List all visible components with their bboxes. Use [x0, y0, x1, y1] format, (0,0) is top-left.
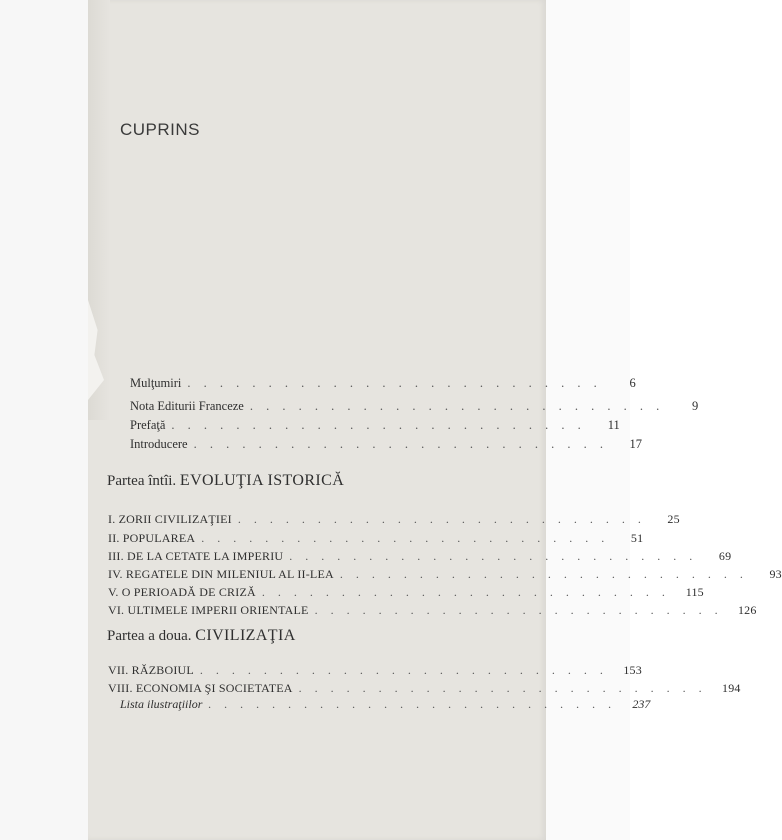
- toc-entry-label: Mulţumiri: [130, 376, 182, 390]
- dot-leader: . . . . . . . . . . . . . . . . . . . . . . . . . .: [298, 681, 707, 695]
- dot-leader: . . . . . . . . . . . . . . . . . . . . . . . . . .: [249, 399, 665, 413]
- part-heading-2: [107, 627, 296, 645]
- toc-sub-entry-page: 237: [632, 697, 651, 711]
- toc-chapter-page: 25: [667, 512, 680, 526]
- toc-entry-introducere: [130, 437, 642, 452]
- part-heading-1: [107, 472, 344, 490]
- dot-leader: . . . . . . . . . . . . . . . . . . . . . . . . . .: [208, 697, 617, 711]
- toc-chapter-7: [108, 663, 642, 678]
- dot-leader: . . . . . . . . . . . . . . . . . . . . . . . . . .: [261, 585, 670, 599]
- toc-entry-nota: [130, 399, 699, 414]
- toc-chapter-page: 126: [737, 603, 757, 617]
- dot-leader: . . . . . . . . . . . . . . . . . . . . . . . . . .: [193, 437, 608, 451]
- toc-chapter-8: [108, 681, 741, 696]
- dot-leader: . . . . . . . . . . . . . . . . . . . . . . . . . .: [171, 418, 586, 432]
- part-prefix: Partea a doua.: [107, 628, 192, 644]
- dot-leader: . . . . . . . . . . . . . . . . . . . . . . . . . .: [199, 663, 608, 677]
- toc-chapter-4: [108, 567, 782, 582]
- toc-sub-entry-lista: [120, 697, 651, 712]
- toc-chapter-label: VI. ULTIMELE IMPERII ORIENTALE: [108, 603, 309, 617]
- background-left: [0, 0, 92, 840]
- toc-entry-page: 6: [629, 376, 636, 390]
- toc-entry-label: Introducere: [130, 437, 188, 451]
- toc-chapter-page: 69: [718, 549, 732, 563]
- toc-sub-entry-label: Lista ilustraţiilor: [120, 697, 203, 711]
- toc-chapter-label: II. POPULAREA: [108, 531, 196, 545]
- dot-leader: . . . . . . . . . . . . . . . . . . . . . . . . . .: [289, 549, 698, 563]
- dot-leader: . . . . . . . . . . . . . . . . . . . . . . . . . .: [201, 531, 610, 545]
- toc-entry-label: Prefaţă: [130, 418, 166, 432]
- toc-chapter-2: [108, 531, 644, 546]
- dot-leader: . . . . . . . . . . . . . . . . . . . . . . . . . .: [187, 376, 602, 390]
- toc-chapter-page: 51: [630, 531, 644, 545]
- part-prefix: Partea întîi.: [107, 473, 177, 489]
- toc-chapter-5: [108, 585, 704, 600]
- toc-chapter-page: 153: [623, 663, 642, 677]
- dot-leader: . . . . . . . . . . . . . . . . . . . . . . . . . .: [339, 567, 748, 581]
- toc-entry-prefata: [130, 418, 620, 433]
- toc-entry-page: 9: [691, 399, 699, 413]
- dot-leader: . . . . . . . . . . . . . . . . . . . . . . . . . .: [237, 512, 646, 526]
- toc-chapter-1: [108, 512, 680, 527]
- toc-entry-page: 11: [607, 418, 620, 432]
- toc-chapter-page: 194: [722, 681, 741, 695]
- toc-chapter-label: VIII. ECONOMIA ŞI SOCIETATEA: [108, 681, 293, 695]
- toc-chapter-page: 93: [769, 567, 782, 581]
- part-title: CIVILIZAŢIA: [195, 627, 296, 644]
- toc-chapter-3: [108, 549, 732, 564]
- toc-chapter-label: VII. RĂZBOIUL: [108, 663, 194, 677]
- toc-entry-page: 17: [629, 437, 642, 451]
- page-title: CUPRINS: [120, 120, 201, 139]
- toc-chapter-label: IV. REGATELE DIN MILENIUL AL II-LEA: [108, 567, 334, 581]
- dot-leader: . . . . . . . . . . . . . . . . . . . . . . . . . .: [314, 603, 723, 617]
- toc-entry-multumiri: [130, 376, 636, 391]
- toc-chapter-6: [108, 603, 757, 618]
- part-title: EVOLUŢIA ISTORICĂ: [179, 472, 345, 489]
- toc-chapter-label: I. ZORII CIVILIZAŢIEI: [108, 512, 232, 526]
- toc-chapter-label: III. DE LA CETATE LA IMPERIU: [108, 549, 284, 563]
- toc-entry-label: Nota Editurii Franceze: [130, 399, 244, 413]
- toc-chapter-page: 115: [685, 585, 704, 599]
- toc-chapter-label: V. O PERIOADĂ DE CRIZĂ: [108, 585, 256, 599]
